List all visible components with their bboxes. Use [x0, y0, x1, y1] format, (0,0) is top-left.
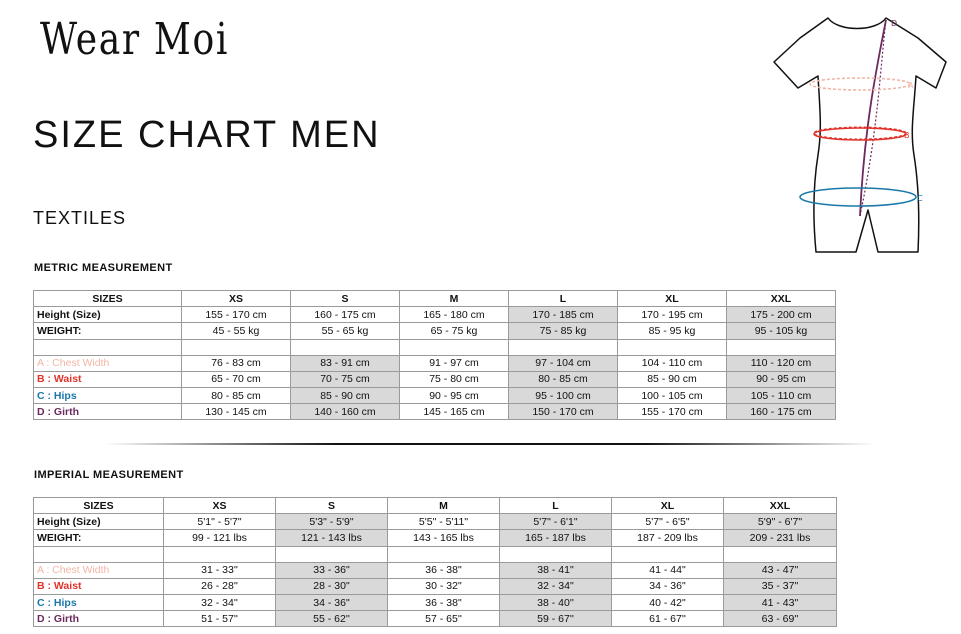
hips-line: [800, 188, 916, 206]
table-cell: 59 - 67'': [500, 611, 612, 627]
table-cell: 5'3" - 5'9": [276, 514, 388, 530]
table-cell: 41 - 44": [612, 562, 724, 578]
table-cell: 55 - 62'': [276, 611, 388, 627]
table-cell: 150 - 170 cm: [509, 404, 618, 420]
table-cell: 130 - 145 cm: [182, 404, 291, 420]
table-cell: 85 - 90 cm: [291, 387, 400, 403]
table-row: [34, 371, 836, 387]
table-cell: 155 - 170 cm: [182, 307, 291, 323]
metric-size-table: [33, 290, 836, 420]
spacer-row: [34, 546, 837, 562]
table-cell: 121 - 143 lbs: [276, 530, 388, 546]
header-cell: XL: [612, 498, 724, 514]
table-cell: 85 - 90 cm: [618, 371, 727, 387]
table-cell: 75 - 85 kg: [509, 323, 618, 339]
table-cell: 75 - 80 cm: [400, 371, 509, 387]
page-title: SIZE CHART MEN: [33, 114, 381, 156]
table-cell: 41 - 43": [724, 594, 837, 610]
table-cell: 175 - 200 cm: [727, 307, 836, 323]
table-cell: 34 - 36": [612, 578, 724, 594]
table-cell: 45 - 55 kg: [182, 323, 291, 339]
table-cell: 80 - 85 cm: [182, 387, 291, 403]
table-cell: 140 - 160 cm: [291, 404, 400, 420]
header-cell: XXL: [724, 498, 837, 514]
table-cell: 110 - 120 cm: [727, 355, 836, 371]
row-label: A : Chest Width: [34, 562, 164, 578]
table-cell: 61 - 67'': [612, 611, 724, 627]
row-label: D : Girth: [34, 404, 182, 420]
waist-line: [814, 128, 906, 140]
figure-label-d: D: [891, 19, 898, 28]
row-label: Height (Size): [34, 307, 182, 323]
table-row: [34, 594, 837, 610]
table-cell: 187 - 209 lbs: [612, 530, 724, 546]
table-cell: 209 - 231 lbs: [724, 530, 837, 546]
table-cell: 160 - 175 cm: [727, 404, 836, 420]
table-cell: 90 - 95 cm: [400, 387, 509, 403]
table-cell: 104 - 110 cm: [618, 355, 727, 371]
table-row: [34, 307, 836, 323]
table-cell: 95 - 105 kg: [727, 323, 836, 339]
table-cell: 76 - 83 cm: [182, 355, 291, 371]
header-cell: M: [400, 291, 509, 307]
table-cell: 80 - 85 cm: [509, 371, 618, 387]
table-cell: 33 - 36": [276, 562, 388, 578]
table-row: [34, 611, 837, 627]
table-cell: 70 - 75 cm: [291, 371, 400, 387]
table-cell: 170 - 195 cm: [618, 307, 727, 323]
table-cell: 57 - 65'': [388, 611, 500, 627]
table-row: [34, 323, 836, 339]
header-cell: M: [388, 498, 500, 514]
table-cell: 165 - 187 lbs: [500, 530, 612, 546]
table-cell: 26 - 28'': [164, 578, 276, 594]
table-cell: 51 - 57'': [164, 611, 276, 627]
table-cell: 55 - 65 kg: [291, 323, 400, 339]
table-cell: 35 - 37": [724, 578, 837, 594]
table-cell: 65 - 75 kg: [400, 323, 509, 339]
section-subtitle: TEXTILES: [33, 208, 127, 228]
table-cell: 5'7" - 6'5": [612, 514, 724, 530]
table-cell: 83 - 91 cm: [291, 355, 400, 371]
header-cell: XS: [164, 498, 276, 514]
row-label: B : Waist: [34, 578, 164, 594]
header-cell: SIZES: [34, 498, 164, 514]
row-label: Height (Size): [34, 514, 164, 530]
metric-section-label: METRIC MEASUREMENT: [34, 262, 173, 274]
table-row: [34, 578, 837, 594]
table-cell: 28 - 30": [276, 578, 388, 594]
table-cell: 155 - 170 cm: [618, 404, 727, 420]
figure-label-c: C: [917, 194, 923, 203]
header-cell: S: [291, 291, 400, 307]
section-divider: [105, 443, 875, 445]
table-header-row: [34, 291, 836, 307]
spacer-row: [34, 339, 836, 355]
torso-outline: [774, 18, 946, 252]
brand-logo: Wear Moi: [40, 14, 230, 65]
row-label: C : Hips: [34, 594, 164, 610]
table-cell: 36 - 38": [388, 594, 500, 610]
row-label: A : Chest Width: [34, 355, 182, 371]
header-cell: XS: [182, 291, 291, 307]
table-header-row: [34, 498, 837, 514]
table-cell: 38 - 40'': [500, 594, 612, 610]
table-cell: 43 - 47": [724, 562, 837, 578]
table-cell: 95 - 100 cm: [509, 387, 618, 403]
chest-line: [810, 78, 910, 90]
table-cell: 90 - 95 cm: [727, 371, 836, 387]
table-cell: 160 - 175 cm: [291, 307, 400, 323]
header-cell: XL: [618, 291, 727, 307]
imperial-size-table: [33, 497, 837, 627]
row-label: C : Hips: [34, 387, 182, 403]
table-cell: 5'5" - 5'11": [388, 514, 500, 530]
header-cell: XXL: [727, 291, 836, 307]
table-cell: 143 - 165 lbs: [388, 530, 500, 546]
table-cell: 100 - 105 cm: [618, 387, 727, 403]
table-cell: 5'1" - 5'7": [164, 514, 276, 530]
header-cell: L: [509, 291, 618, 307]
table-row: [34, 562, 837, 578]
table-cell: 85 - 95 kg: [618, 323, 727, 339]
table-row: [34, 530, 837, 546]
table-row: [34, 514, 837, 530]
table-cell: 32 - 34'': [164, 594, 276, 610]
table-cell: 99 - 121 lbs: [164, 530, 276, 546]
table-cell: 32 - 34": [500, 578, 612, 594]
girth-line: [860, 20, 886, 216]
header-cell: SIZES: [34, 291, 182, 307]
table-cell: 40 - 42": [612, 594, 724, 610]
table-cell: 30 - 32": [388, 578, 500, 594]
table-cell: 36 - 38": [388, 562, 500, 578]
figure-label-b: B: [904, 131, 910, 140]
table-cell: 38 - 41": [500, 562, 612, 578]
table-cell: 65 - 70 cm: [182, 371, 291, 387]
table-cell: 91 - 97 cm: [400, 355, 509, 371]
table-cell: 5'7" - 6'1": [500, 514, 612, 530]
table-row: [34, 355, 836, 371]
table-row: [34, 404, 836, 420]
header-cell: L: [500, 498, 612, 514]
row-label: WEIGHT:: [34, 530, 164, 546]
table-cell: 105 - 110 cm: [727, 387, 836, 403]
table-cell: 5'9" - 6'7": [724, 514, 837, 530]
figure-label-a: A: [908, 81, 914, 90]
table-cell: 34 - 36": [276, 594, 388, 610]
table-row: [34, 387, 836, 403]
row-label: D : Girth: [34, 611, 164, 627]
imperial-section-label: IMPERIAL MEASUREMENT: [34, 469, 184, 481]
body-measurement-figure: [768, 10, 953, 260]
table-cell: 63 - 69'': [724, 611, 837, 627]
table-cell: 97 - 104 cm: [509, 355, 618, 371]
row-label: B : Waist: [34, 371, 182, 387]
table-cell: 31 - 33'': [164, 562, 276, 578]
table-cell: 165 - 180 cm: [400, 307, 509, 323]
row-label: WEIGHT:: [34, 323, 182, 339]
header-cell: S: [276, 498, 388, 514]
table-cell: 170 - 185 cm: [509, 307, 618, 323]
table-cell: 145 - 165 cm: [400, 404, 509, 420]
